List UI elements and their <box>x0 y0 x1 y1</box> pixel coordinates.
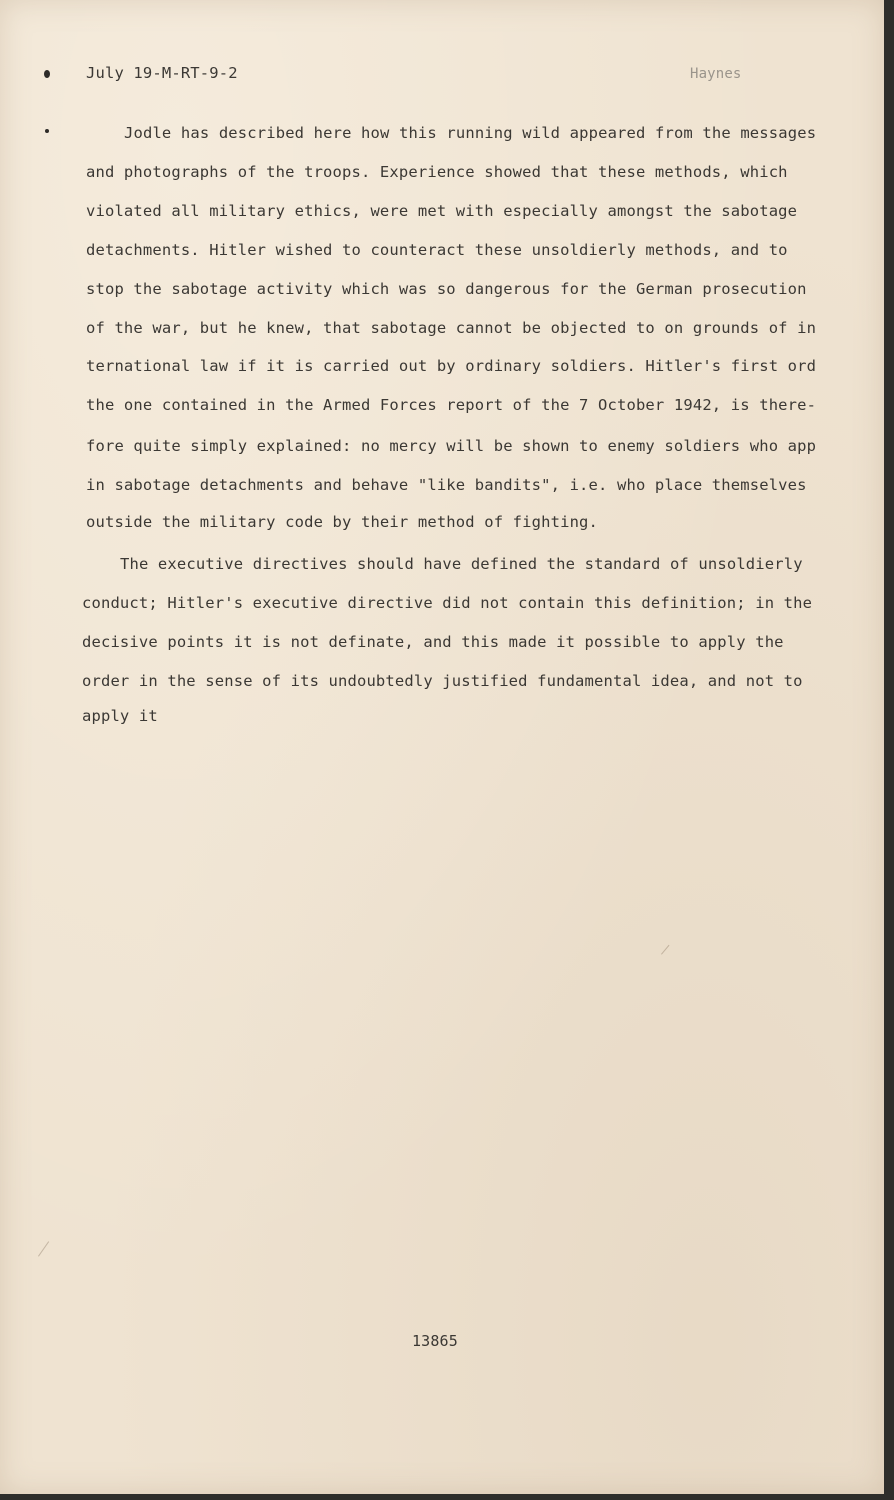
body-line: the one contained in the Armed Forces report of the 7 October 1942, is there- <box>86 396 817 414</box>
page-number: 13865 <box>412 1332 458 1350</box>
paper-scratch <box>38 1241 49 1256</box>
reporter-name: Haynes <box>690 66 742 82</box>
body-line: detachments. Hitler wished to counteract these unsoldierly methods, and to <box>86 241 788 259</box>
body-line: stop the sabotage activity which was so dangerous for the German prosecution <box>86 280 807 298</box>
body-line: in sabotage detachments and behave "like bandits", i.e. who place themselves <box>86 476 807 494</box>
body-line: conduct; Hitler's executive directive did not contain this definition; in the <box>82 594 813 612</box>
scan-background-edge <box>884 0 894 1500</box>
body-line: order in the sense of its undoubtedly justified fundamental idea, and not to <box>82 672 803 690</box>
paper-scratch <box>661 945 669 955</box>
body-line: and photographs of the troops. Experience showed that these methods, which <box>86 163 788 181</box>
scan-background-edge <box>0 1494 894 1500</box>
body-line: fore quite simply explained: no mercy will be shown to enemy soldiers who app <box>86 437 817 455</box>
body-line: Jodle has described here how this running wild appeared from the messages <box>124 124 817 142</box>
body-line: violated all military ethics, were met with especially amongst the sabotage <box>86 202 798 220</box>
punch-hole-mark <box>44 70 50 78</box>
body-line: ternational law if it is carried out by ordinary soldiers. Hitler's first ord <box>86 357 817 375</box>
body-line: apply it <box>82 707 158 725</box>
body-line: decisive points it is not definate, and this made it possible to apply the <box>82 633 784 651</box>
punch-hole-mark <box>45 129 49 133</box>
body-line: The executive directives should have defined the standard of unsoldierly <box>120 555 803 573</box>
date-reference: July 19-M-RT-9-2 <box>86 64 238 82</box>
body-line: outside the military code by their method of fighting. <box>86 513 599 531</box>
body-line: of the war, but he knew, that sabotage cannot be objected to on grounds of in <box>86 319 817 337</box>
